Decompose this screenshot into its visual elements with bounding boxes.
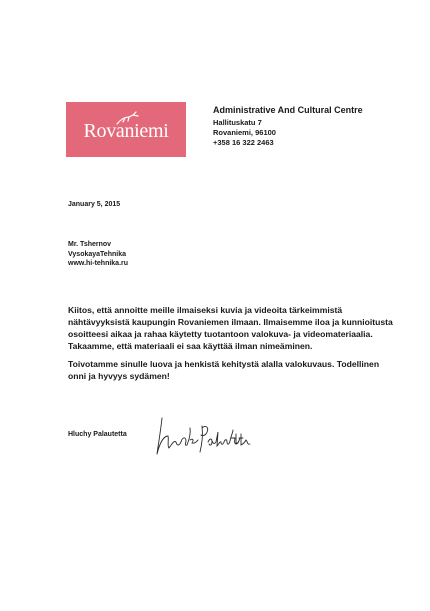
rovaniemi-logo (66, 102, 186, 157)
recipient-name: Mr. Tshernov (68, 241, 112, 248)
closing-text: Hluchy Palautetta (68, 431, 127, 438)
recipient-company: VysokayaTehnika (68, 250, 126, 258)
sender-street: Hallituskatu 7 (213, 118, 262, 127)
sender-name: Administrative And Cultural Centre (213, 105, 363, 115)
recipient-block (68, 240, 128, 269)
sender-city: Rovaniemi, 96100 (213, 128, 276, 137)
recipient-website: www.hi-tehnika.ru (68, 260, 129, 267)
letter-body (68, 304, 398, 388)
body-paragraph-1: Kiitos, että annoitte meille ilmaiseksi kuvia ja videoita tärkeimmistä nähtävyyksistä kaupungin Rovaniemen ilmaan. Ilmaisemme iloa ja kunnioitusta osoitteesi aikaa ja rahaa käytetty tuotantoon valokuva- ja videomateriaalia. Takaamme, että materiaali ei saa käyttää ilman nimeäminen. (68, 305, 393, 351)
sender-address-block (213, 105, 363, 148)
body-paragraph-2: Toivotamme sinulle luova ja henkistä kehitystä alalla valokuvaus. Todellinen onni ja hyvyys sydämen! (68, 359, 380, 381)
logo-text: Rovaniemi (83, 120, 169, 142)
sender-phone: +358 16 322 2463 (213, 138, 274, 147)
letter-date: January 5, 2015 (68, 201, 121, 208)
handwritten-signature (150, 410, 260, 460)
